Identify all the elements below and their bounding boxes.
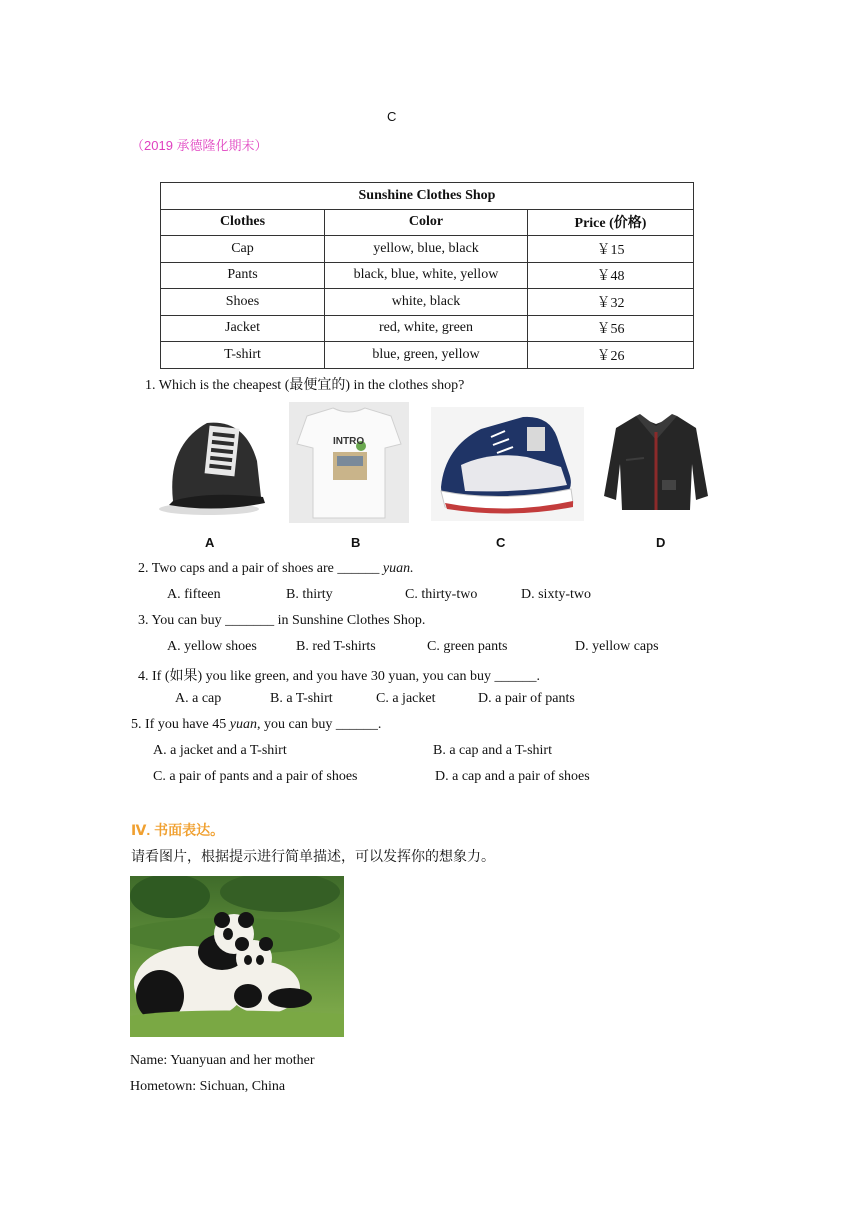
table-cell: red, white, green	[325, 315, 528, 342]
table-cell: Pants	[161, 262, 325, 289]
section-letter: C	[387, 109, 397, 124]
table-cell: Cap	[161, 236, 325, 263]
q4-option-d: D. a pair of pants	[478, 691, 575, 706]
question-5-text-start: 5. If you have 45	[131, 717, 230, 732]
header-color: Color	[325, 209, 528, 236]
tshirt-picture	[289, 402, 409, 523]
table-cell: blue, green, yellow	[325, 342, 528, 369]
table-cell: ￥56	[528, 315, 694, 342]
q3-option-b: B. red T-shirts	[296, 639, 376, 654]
table-cell: T-shirt	[161, 342, 325, 369]
question-5	[131, 717, 381, 733]
question-2-yuan: yuan.	[382, 561, 414, 576]
question-2-text: 2. Two caps and a pair of shoes are ______	[138, 561, 383, 576]
q4-option-a: A. a cap	[175, 691, 222, 706]
q2-option-c: C. thirty-two	[405, 587, 478, 602]
table-cell: ￥26	[528, 342, 694, 369]
hometown-line: Hometown: Sichuan, China	[130, 1079, 286, 1094]
table-cell: yellow, blue, black	[325, 236, 528, 263]
picture-label-d: D	[656, 535, 666, 550]
writing-section-heading: Ⅳ. 书面表达。	[131, 822, 225, 838]
q5-option-b: B. a cap and a T-shirt	[433, 743, 552, 758]
question-3: 3. You can buy _______ in Sunshine Clothes Shop.	[138, 613, 426, 628]
writing-instruction: 请看图片，根据提示进行简单描述，可以发挥你的想象力。	[131, 848, 495, 864]
question-1: 1. Which is the cheapest (最便宜的) in the clothes shop?	[145, 378, 465, 393]
q5-option-a: A. a jacket and a T-shirt	[153, 743, 287, 758]
cap-picture	[145, 405, 269, 523]
table-row	[161, 289, 694, 316]
table-cell: Shoes	[161, 289, 325, 316]
name-line: Name: Yuanyuan and her mother	[130, 1053, 315, 1068]
shoe-picture	[431, 407, 584, 521]
table-cell: Jacket	[161, 315, 325, 342]
q4-option-c: C. a jacket	[376, 691, 436, 706]
panda-photo	[130, 876, 344, 1037]
q3-option-d: D. yellow caps	[575, 639, 659, 654]
picture-label-b: B	[351, 535, 361, 550]
question-5-yuan: yuan	[229, 717, 257, 732]
table-row	[161, 315, 694, 342]
table-title: Sunshine Clothes Shop	[161, 183, 694, 210]
table-row	[161, 342, 694, 369]
q4-option-b: B. a T-shirt	[270, 691, 333, 706]
table-cell: ￥32	[528, 289, 694, 316]
header-clothes: Clothes	[161, 209, 325, 236]
q2-option-d: D. sixty-two	[521, 587, 591, 602]
table-cell: ￥15	[528, 236, 694, 263]
picture-label-c: C	[496, 535, 506, 550]
question-2	[138, 561, 414, 577]
table-header-row	[161, 209, 694, 236]
table-cell: white, black	[325, 289, 528, 316]
table-cell: ￥48	[528, 262, 694, 289]
header-price: Price (价格)	[528, 209, 694, 236]
q3-option-c: C. green pants	[427, 639, 508, 654]
q5-option-d: D. a cap and a pair of shoes	[435, 769, 590, 784]
question-5-text-end: , you can buy ______.	[256, 717, 382, 732]
table-row	[161, 262, 694, 289]
tshirt-print-text: INTRO	[333, 436, 365, 447]
table-title-row	[161, 183, 694, 210]
q5-option-c: C. a pair of pants and a pair of shoes	[153, 769, 358, 784]
source-note: （2019 承德隆化期末）	[131, 138, 268, 153]
jacket-picture	[600, 410, 713, 512]
q3-option-a: A. yellow shoes	[167, 639, 257, 654]
picture-label-a: A	[205, 535, 215, 550]
q2-option-b: B. thirty	[286, 587, 333, 602]
table-cell: black, blue, white, yellow	[325, 262, 528, 289]
question-4: 4. If (如果) you like green, and you have 30 yuan, you can buy ______.	[138, 669, 541, 684]
price-table	[160, 182, 694, 369]
table-row	[161, 236, 694, 263]
q2-option-a: A. fifteen	[167, 587, 221, 602]
